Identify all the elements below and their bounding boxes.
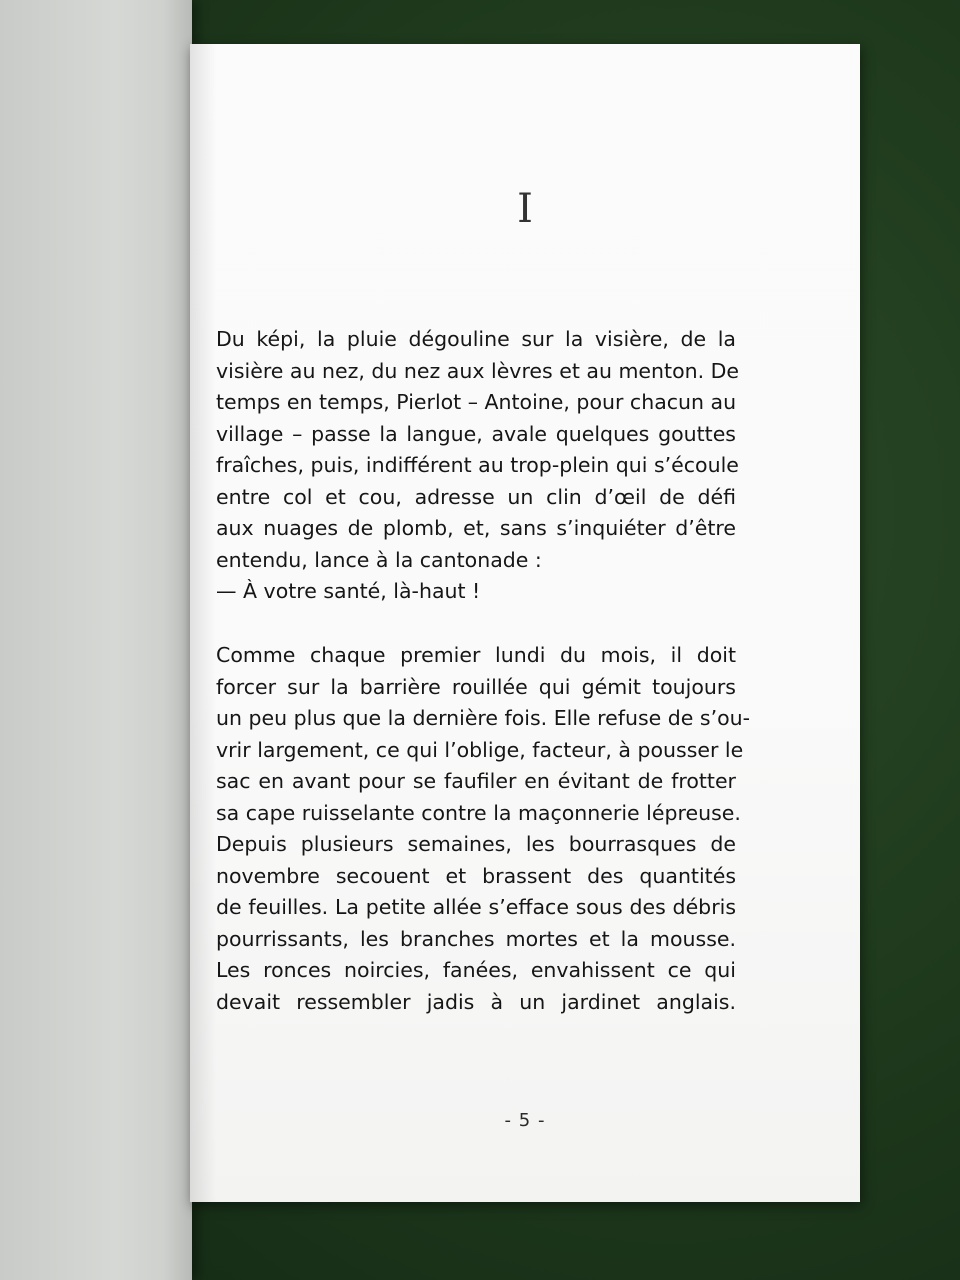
text-line: Les ronces noircies, fanées, envahissent ce qui (216, 958, 736, 982)
text-line: village – passe la langue, avale quelques gouttes (216, 421, 736, 446)
text-line: forcer sur la barrière rouillée qui gémit toujours (216, 674, 736, 699)
text-line: sac en avant pour se faufiler en évitant de frotter (216, 769, 736, 793)
text-line: sa cape ruisselante contre la maçonnerie lépreuse. (216, 800, 741, 825)
page-number: - 5 - (504, 1110, 546, 1131)
text-line: de feuilles. La petite allée s’efface sous des débris (216, 895, 736, 919)
text-line: temps en temps, Pierlot – Antoine, pour chacun au (216, 390, 737, 414)
text-line: fraîches, puis, indifférent au trop-plein qui s’écoule (216, 453, 739, 477)
text-line: Comme chaque premier lundi du mois, il doit (216, 643, 736, 667)
text-line: entendu, lance à la cantonade : (216, 547, 542, 572)
paragraph-2 (216, 640, 751, 1018)
text-line: novembre secouent et brassent des quantités (216, 863, 736, 888)
facing-page (0, 0, 192, 1280)
book-page (190, 44, 860, 1202)
text-line: entre col et cou, adresse un clin d’œil de défi (216, 484, 736, 509)
chapter-numeral: I (517, 186, 533, 232)
text-line: un peu plus que la dernière fois. Elle refuse de s’ou- (216, 706, 751, 730)
text-line: vrir largement, ce qui l’oblige, facteur, à pousser le (216, 737, 744, 762)
text-line: aux nuages de plomb, et, sans s’inquiéter d’être (216, 516, 736, 540)
dialogue-line: — À votre santé, là-haut ! (216, 579, 481, 603)
paragraph-1 (216, 324, 740, 608)
text-line: pourrissants, les branches mortes et la mousse. (216, 926, 736, 951)
text-line: Depuis plusieurs semaines, les bourrasques de (216, 832, 736, 856)
text-line: Du képi, la pluie dégouline sur la visière, de la (216, 327, 736, 351)
text-line: devait ressembler jadis à un jardinet anglais. (216, 989, 736, 1014)
text-line: visière au nez, du nez aux lèvres et au menton. De (216, 358, 740, 383)
